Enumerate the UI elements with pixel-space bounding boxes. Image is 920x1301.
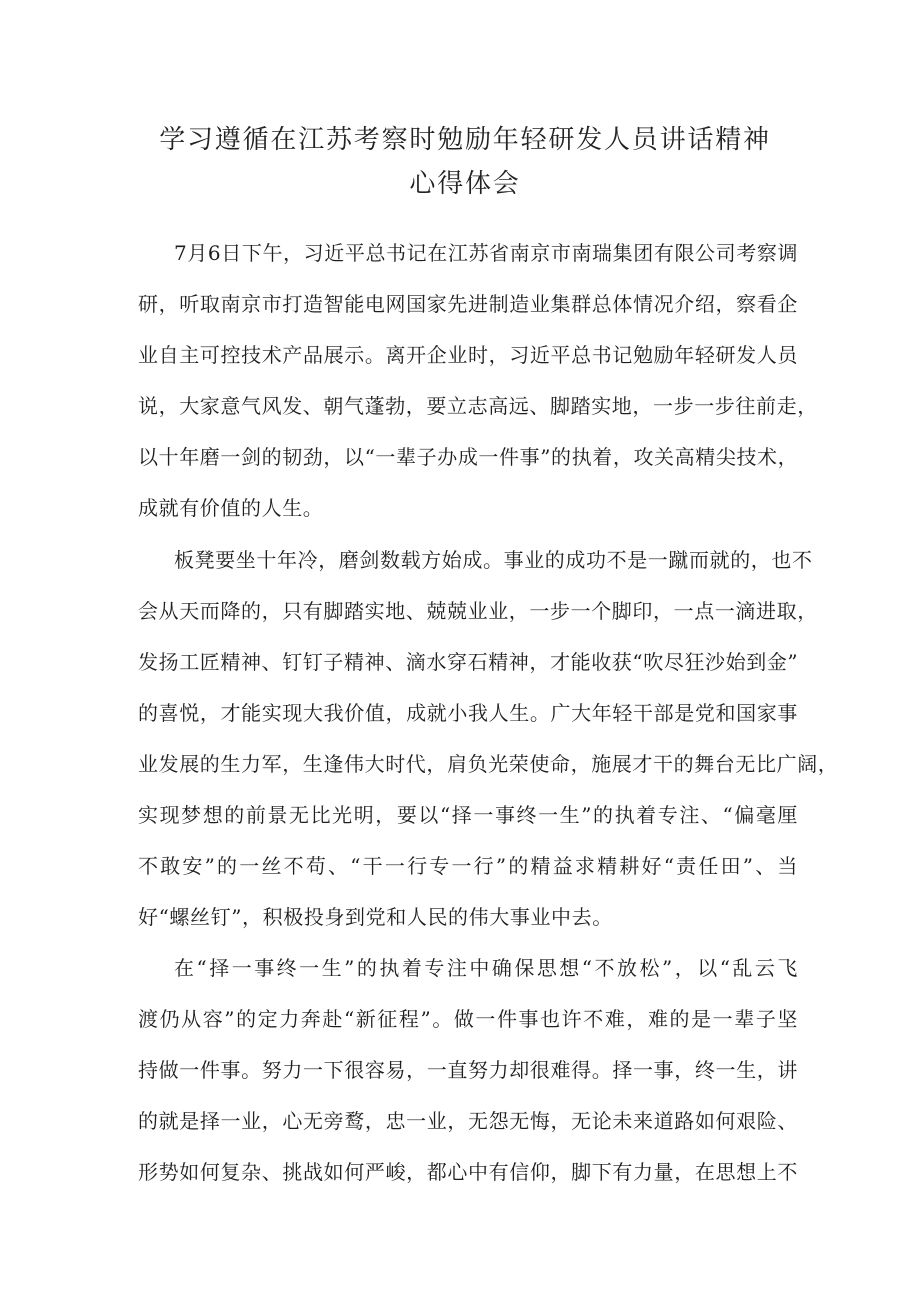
paragraph-3 bbox=[138, 943, 798, 1198]
paragraph-line: 成就有价值的人生。 bbox=[138, 496, 324, 520]
paragraph-line: 的喜悦，才能实现大我价值，成就小我人生。广大年轻干部是党和国家事 bbox=[138, 701, 798, 725]
paragraph-line: 形势如何复杂、挑战如何严峻，都心中有信仰，脚下有力量，在思想上不 bbox=[138, 1160, 798, 1184]
title-line-1: 学习遵循在江苏考察时勉励年轻研发人员讲话精神 bbox=[159, 125, 771, 155]
paragraph-line: 持做一件事。努力一下很容易，一直努力却很难得。择一事，终一生，讲 bbox=[138, 1058, 798, 1082]
paragraph-line: 说，大家意气风发、朝气蓬勃，要立志高远、脚踏实地，一步一步往前走， bbox=[138, 394, 818, 418]
paragraph-line: 研，听取南京市打造智能电网国家先进制造业集群总体情况介绍，察看企 bbox=[138, 292, 798, 316]
document-title bbox=[120, 118, 810, 206]
paragraph-line: 板凳要坐十年冷，磨剑数载方始成。事业的成功不是一蹴而就的，也不 bbox=[174, 548, 813, 572]
paragraph-line: 好“螺丝钉”，积极投身到党和人民的伟大事业中去。 bbox=[138, 905, 613, 929]
paragraph-line: 7月6日下午，习近平总书记在江苏省南京市南瑞集团有限公司考察调 bbox=[174, 241, 799, 265]
paragraph-line: 业自主可控技术产品展示。离开企业时，习近平总书记勉励年轻研发人员 bbox=[138, 343, 798, 367]
paragraph-2 bbox=[138, 535, 839, 943]
paragraph-line: 不敢安”的一丝不苟、“干一行专一行”的精益求精耕好“责任田”、当 bbox=[138, 854, 798, 878]
paragraph-line: 在“择一事终一生”的执着专注中确保思想“不放松”，以“乱云飞 bbox=[174, 956, 798, 980]
paragraph-1 bbox=[138, 228, 818, 534]
paragraph-line: 实现梦想的前景无比光明，要以“择一事终一生”的执着专注、“偏毫厘 bbox=[138, 803, 798, 827]
paragraph-line: 的就是择一业，心无旁鹜，忠一业，无怨无悔，无论未来道路如何艰险、 bbox=[138, 1109, 798, 1133]
paragraph-line: 发扬工匠精神、钉钉子精神、滴水穿石精神，才能收获“吹尽狂沙始到金” bbox=[138, 650, 799, 674]
title-line-2: 心得体会 bbox=[409, 169, 521, 199]
paragraph-line: 渡仍从容”的定力奔赴“新征程”。做一件事也许不难，难的是一辈子坚 bbox=[138, 1007, 798, 1031]
paragraph-line: 会从天而降的，只有脚踏实地、兢兢业业，一步一个脚印，一点一滴进取， bbox=[138, 599, 818, 623]
paragraph-line: 业发展的生力军，生逢伟大时代，肩负光荣使命，施展才干的舞台无比广阔， bbox=[138, 752, 839, 776]
paragraph-line: 以十年磨一剑的韧劲，以“一辈子办成一件事”的执着，攻关高精尖技术， bbox=[138, 445, 799, 469]
